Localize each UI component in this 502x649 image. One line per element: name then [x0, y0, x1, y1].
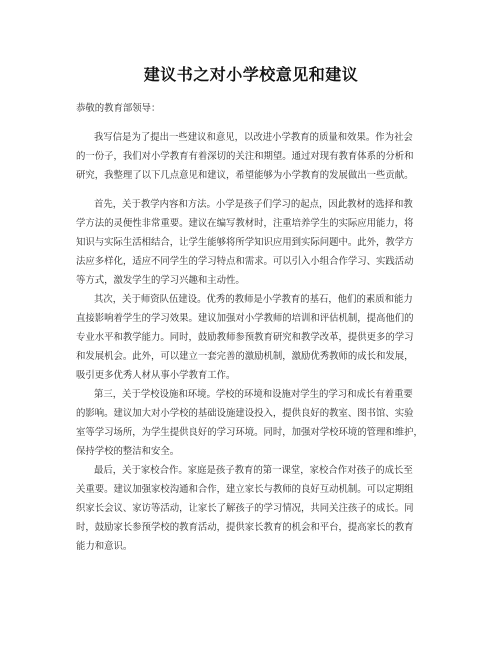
document-title: 建议书之对小学校意见和建议	[143, 65, 359, 84]
paragraph-line: 最后，关于家校合作。家庭是孩子教育的第一课堂，家校合作对孩子的成长至	[94, 465, 413, 476]
paragraph-line: 能力和意识。	[76, 541, 133, 552]
paragraph-line: 首先，关于教学内容和方法。小学是孩子们学习的起点，因此教材的选择和教	[94, 199, 413, 210]
paragraph-line: 学方法的灵便性非常重要。建议在编写教材时，注重培养学生的实际应用能力，将	[76, 218, 414, 229]
paragraph-line: 研究，我整理了以下几点意见和建议，希望能够为小学教育的发展做出一些贡献。	[76, 170, 414, 181]
paragraph-line: 其次，关于师资队伍建设。优秀的教师是小学教育的基石，他们的素质和能力	[94, 294, 413, 305]
paragraph-line: 第三，关于学校设施和环境。学校的环境和设施对学生的学习和成长有着重要	[94, 389, 413, 400]
paragraph-line: 吸引更多优秀人材从事小学教育工作。	[76, 370, 236, 381]
paragraph-line: 的影响。建议加大对小学校的基础设施建设投入，提供良好的教室、图书馆、实验	[76, 408, 414, 419]
paragraph-line: 知识与实际生活相结合，让学生能够将所学知识应用到实际问题中。此外，教学方	[76, 237, 414, 248]
paragraph-home-school	[76, 461, 433, 556]
paragraph-line: 我写信是为了提出一些建议和意见，以改进小学教育的质量和效果。作为社会	[94, 132, 413, 143]
paragraph-teaching	[76, 195, 433, 290]
paragraph-line: 织家长会议、家访等活动，让家长了解孩子的学习情况，共同关注孩子的成长。同	[76, 503, 414, 514]
paragraph-line: 专业水平和教学能力。同时，鼓励教师参预教育研究和教学改革，提供更多的学习	[76, 332, 414, 343]
paragraph-line: 法应多样化，适应不同学生的学习特点和需求。可以引入小组合作学习、实践活动	[76, 256, 414, 267]
paragraph-line: 等方式，激发学生的学习兴趣和主动性。	[76, 275, 245, 286]
paragraph-line: 保持学校的整洁和安全。	[76, 446, 180, 457]
paragraph-facilities	[76, 385, 433, 461]
paragraph-line: 的一份子，我们对小学教育有着深切的关注和期望。通过对现有教育体系的分析和	[76, 151, 414, 162]
paragraph-line: 和发展机会。此外，可以建立一套完善的激励机制，激励优秀教师的成长和发展，	[76, 351, 414, 362]
paragraph-teachers	[76, 290, 433, 385]
paragraph-line: 时，鼓励家长参预学校的教育活动，提供家长教育的机会和平台，提高家长的教育	[76, 522, 414, 533]
paragraph-intro	[76, 128, 433, 185]
paragraph-line: 关重要。建议加强家校沟通和合作，建立家长与教师的良好互动机制。可以定期组	[76, 484, 414, 495]
paragraph-line: 室等学习场所，为学生提供良好的学习环境。同时，加强对学校环境的管理和维护，	[76, 427, 423, 438]
paragraph-line: 直接影响着学生的学习效果。建议加强对小学教师的培训和评估机制，提高他们的	[76, 313, 414, 324]
salutation: 恭敬的教育部领导：	[76, 103, 161, 114]
